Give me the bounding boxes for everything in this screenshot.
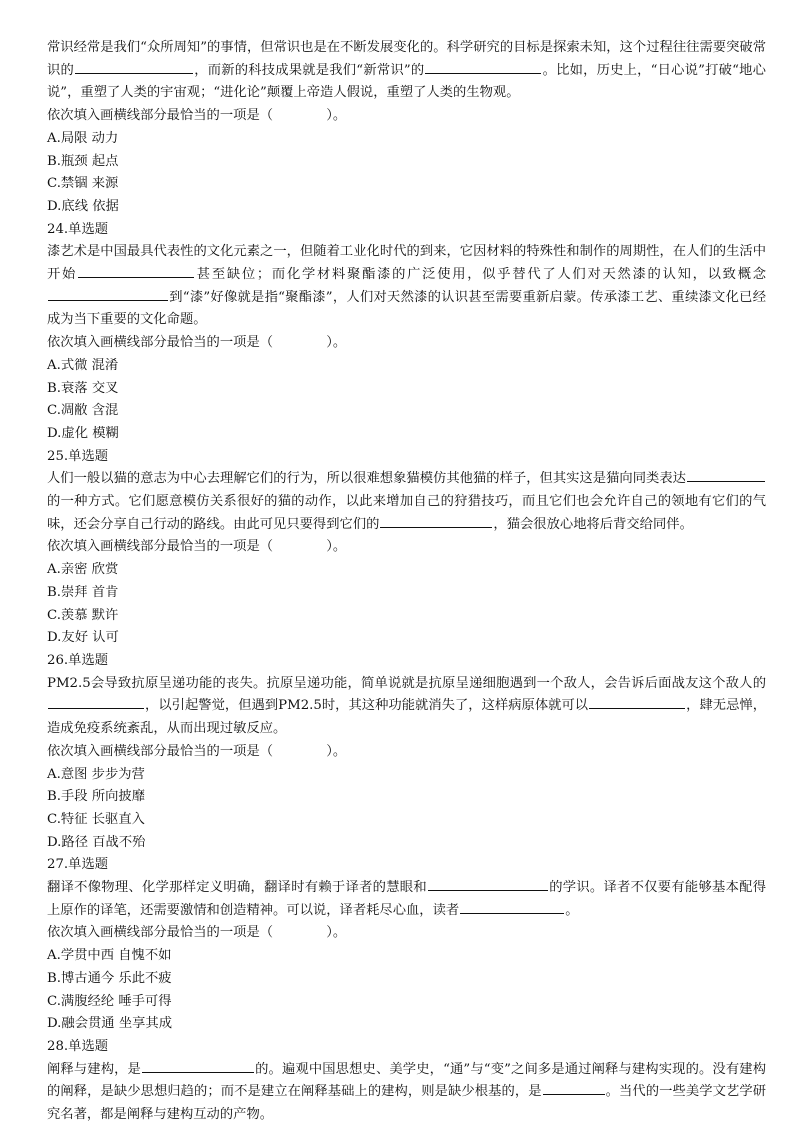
option-a[interactable]: A.学贯中西 自愧不如 bbox=[47, 948, 172, 964]
answer-blank[interactable] bbox=[380, 515, 492, 528]
text-part: 漆艺术是中国最具代表性的文化元素之一，但随着工业化时代的到来，它因材料的特殊性和制作的周期性，在人们的生活中开始 bbox=[47, 244, 766, 283]
text-part: 到“漆”好像就是指“聚酯漆”，人们对天然漆的认识甚至需要重新启蒙。传承漆工艺、重续漆文化已经成为当下重要的文化命题。 bbox=[47, 289, 766, 328]
question-27 bbox=[47, 854, 766, 1036]
text-part: 常识经常是我们“众所周知”的事情，但常识也是在不断发展变化的。科学研究的目标是探索未知，这个过程往往需要突破常识的 bbox=[47, 40, 766, 78]
question-header: 28.单选题 bbox=[47, 1038, 109, 1054]
text-part: 。 bbox=[565, 902, 579, 918]
option-b[interactable]: B.衰落 交叉 bbox=[47, 380, 119, 396]
option-c[interactable]: C.凋敝 含混 bbox=[47, 403, 119, 419]
text-part: 。比如，历史上，“日心说”打破“地心说”，重塑了人类的宇宙观；“进化论”颠覆上帝造人假说，重塑了人类的生物观。 bbox=[47, 62, 766, 101]
answer-blank[interactable] bbox=[543, 1082, 605, 1095]
text-part: 的一种方式。它们愿意模仿关系很好的猫的动作，以此来增加自己的狩猎技巧，而且它们也会允许自己的领地有它们的气味，还会分享自己行动的路线。由此可见只要得到它们的 bbox=[47, 494, 766, 532]
answer-blank[interactable] bbox=[48, 288, 168, 301]
answer-blank[interactable] bbox=[428, 878, 548, 891]
option-d[interactable]: D.友好 认可 bbox=[47, 630, 119, 646]
text-part: 人们一般以猫的意志为中心去理解它们的行为，所以很难想象猫模仿其他猫的样子，但其实这是猫向同类表达 bbox=[47, 471, 686, 487]
question-header: 24.单选题 bbox=[47, 221, 109, 237]
option-c[interactable]: C.禁锢 来源 bbox=[47, 176, 119, 192]
question-prompt: 依次填入画横线部分最恰当的一项是（ ）。 bbox=[47, 539, 347, 555]
option-c[interactable]: C.满腹经纶 唾手可得 bbox=[47, 993, 172, 1009]
question-header: 25.单选题 bbox=[47, 448, 109, 464]
question-text bbox=[47, 37, 766, 105]
answer-blank[interactable] bbox=[75, 61, 193, 74]
answer-blank[interactable] bbox=[687, 469, 765, 482]
question-prompt: 依次填入画横线部分最恰当的一项是（ ）。 bbox=[47, 108, 347, 124]
text-part: ，猫会很放心地将后背交给同伴。 bbox=[493, 516, 693, 532]
question-prompt: 依次填入画横线部分最恰当的一项是（ ）。 bbox=[47, 335, 347, 351]
option-c[interactable]: C.特征 长驱直入 bbox=[47, 811, 145, 827]
option-d[interactable]: D.路径 百战不殆 bbox=[47, 834, 146, 850]
question-24 bbox=[47, 219, 766, 446]
text-part: ，以引起警觉，但遇到PM2.5时，其这种功能就消失了，这样病原体就可以 bbox=[145, 698, 589, 714]
option-d[interactable]: D.虚化 模糊 bbox=[47, 425, 119, 441]
text-part: 甚至缺位；而化学材料聚酯漆的广泛使用，似乎替代了人们对天然漆的认知，以致概念 bbox=[195, 267, 767, 283]
question-text bbox=[47, 673, 766, 741]
text-part: 。当代的一些美学文艺学研究名著，都是阐释与建构互动的产物。 bbox=[47, 1084, 767, 1123]
option-b[interactable]: B.博古通今 乐此不疲 bbox=[47, 970, 172, 986]
question-text bbox=[47, 468, 766, 536]
option-b[interactable]: B.瓶颈 起点 bbox=[47, 153, 119, 169]
question-header: 27.单选题 bbox=[47, 857, 109, 873]
question-text bbox=[47, 1059, 766, 1127]
answer-blank[interactable] bbox=[460, 901, 564, 914]
text-part: 翻译不像物理、化学那样定义明确，翻译时有赖于译者的慧眼和 bbox=[47, 880, 427, 896]
text-part: ，而新的科技成果就是我们“新常识”的 bbox=[194, 62, 425, 78]
option-c[interactable]: C.羡慕 默许 bbox=[47, 607, 119, 623]
question-prompt: 依次填入画横线部分最恰当的一项是（ ）。 bbox=[47, 925, 347, 941]
text-part: ，肆无忌惮，造成免疫系统紊乱，从而出现过敏反应。 bbox=[47, 698, 766, 737]
option-a[interactable]: A.式微 混淆 bbox=[47, 357, 119, 373]
question-26 bbox=[47, 650, 766, 854]
option-a[interactable]: A.意图 步步为营 bbox=[47, 766, 145, 782]
answer-blank[interactable] bbox=[48, 696, 144, 709]
question-text bbox=[47, 877, 766, 922]
question-25 bbox=[47, 446, 766, 650]
answer-blank[interactable] bbox=[589, 696, 685, 709]
question-header: 26.单选题 bbox=[47, 652, 109, 668]
option-b[interactable]: B.崇拜 首肯 bbox=[47, 584, 119, 600]
option-a[interactable]: A.局限 动力 bbox=[47, 130, 119, 146]
answer-blank[interactable] bbox=[425, 61, 541, 74]
option-a[interactable]: A.亲密 欣赏 bbox=[47, 562, 119, 578]
question-23 bbox=[47, 37, 766, 219]
question-prompt: 依次填入画横线部分最恰当的一项是（ ）。 bbox=[47, 743, 347, 759]
question-text bbox=[47, 241, 766, 332]
text-part: 的学识。译者不仅要有能够基本配得上原作的译笔，还需要激情和创造精神。可以说，译者耗尽心血，读者 bbox=[47, 880, 767, 918]
option-d[interactable]: D.融会贯通 坐享其成 bbox=[47, 1016, 173, 1032]
answer-blank[interactable] bbox=[78, 265, 194, 278]
answer-blank[interactable] bbox=[142, 1060, 254, 1073]
option-d[interactable]: D.底线 依据 bbox=[47, 198, 119, 214]
text-part: 阐释与建构，是 bbox=[47, 1061, 141, 1077]
text-part: 的。遍观中国思想史、美学史，“通”与“变”之间多是通过阐释与建构实现的。没有建构的阐释，是缺少思想归趋的；而不是建立在阐释基础上的建构，则是缺少根基的，是 bbox=[47, 1061, 766, 1100]
option-b[interactable]: B.手段 所向披靡 bbox=[47, 789, 146, 805]
text-part: PM2.5会导致抗原呈递功能的丧失。抗原呈递功能，简单说就是抗原呈递细胞遇到一个敌人，会告诉后面战友这个敌人的 bbox=[47, 675, 766, 691]
question-28 bbox=[47, 1036, 766, 1127]
